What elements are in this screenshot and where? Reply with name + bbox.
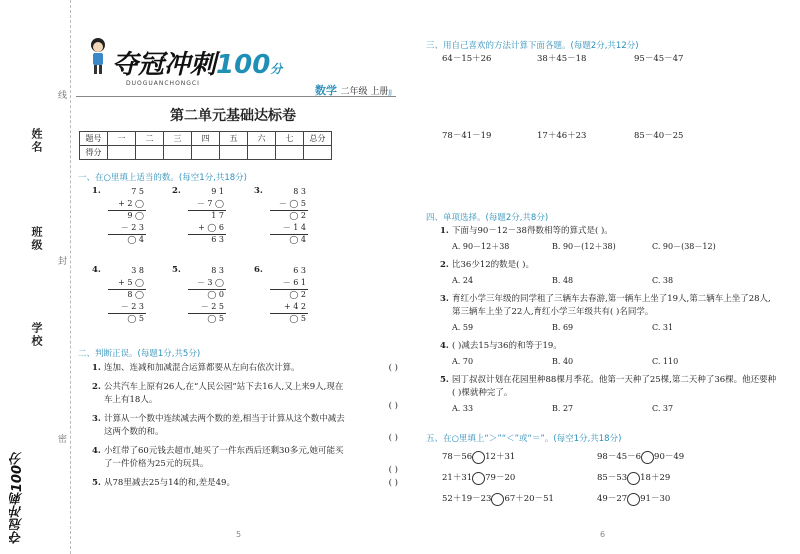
calc-line: － 3 ◯ [196,278,224,287]
score-input[interactable] [108,146,136,160]
calc-line: ◯ 5 [289,314,306,323]
vertical-calc [270,265,308,325]
name-label: 姓名 [30,128,43,154]
choice-question [440,374,778,400]
choice-option[interactable]: B. 40 [552,357,574,366]
choice-question [440,259,778,272]
answer-blank[interactable]: ( ) [388,433,398,443]
score-header-row [80,132,332,146]
score-cell: 得分 [80,146,108,160]
item-text: 小红带了60元钱去超市,她买了一件东西后还剩30多元,她可能买了一件价格为25元的玩具。 [104,446,344,469]
calc-line: + 4 2 [284,302,306,311]
calc-expr: 17＋46＋23 [537,131,587,141]
vertical-calc [188,186,226,246]
calc-line: － 2 3 [120,223,144,232]
item-number: 4. [440,341,449,351]
compare-pair [597,493,670,506]
brand-pinyin: DUOGUANCHONGCI [126,80,200,87]
item-text: 比36少12的数是( )。 [452,260,534,270]
score-input[interactable] [248,146,276,160]
class-label: 班级 [30,226,43,252]
compare-left: 21＋31 [442,473,473,483]
score-input[interactable] [164,146,192,160]
page-number-right: 6 [600,530,606,539]
score-table [79,131,332,160]
calc-number: 4. [92,265,101,275]
vertical-calc [108,186,146,246]
compare-row [442,468,782,489]
score-input[interactable] [304,146,332,160]
item-number: 4. [92,446,101,456]
judge-item [92,362,398,381]
judge-item [92,477,398,496]
calc-line: ◯ 2 [289,211,306,220]
choice-option[interactable]: C. 38 [652,276,674,285]
score-cell: 一 [108,132,136,146]
judge-list [92,362,398,496]
compare-right: 79－20 [485,473,516,483]
compare-circle-input[interactable] [491,493,504,506]
choice-option[interactable]: A. 59 [452,323,474,332]
choice-options [440,238,778,255]
section3-heading: 三、用自己喜欢的方法计算下面各题。(每题2分,共12分) [426,41,639,51]
page-title: 第二单元基础达标卷 [170,108,296,124]
vertical-calc [188,265,226,325]
choice-item [440,340,778,370]
calc-line: － 6 1 [282,278,306,287]
compare-grid [442,447,782,510]
calc-expr: 95－45－47 [634,54,684,64]
calc-line: 8 ◯ [127,290,144,299]
choice-options [440,319,778,336]
calc-line: 6 3 [293,266,306,275]
choice-options [440,353,778,370]
score-cell: 二 [136,132,164,146]
brand-main: 夺冠冲刺 [112,50,217,80]
choice-question [440,340,778,353]
calc-row-2 [442,130,782,143]
compare-right: 18＋29 [640,473,671,483]
choice-options [440,400,778,417]
calc-line: + 5 ◯ [118,278,144,287]
close-label: 密 [56,434,66,443]
choice-list [440,225,778,421]
cut-line-label: 线 [56,90,66,99]
calc-number: 1. [92,186,101,196]
brand-num: 100 [216,50,271,80]
compare-circle-input[interactable] [472,451,485,464]
compare-left: 78－56 [442,452,473,462]
calc-line: 6 3 [211,235,224,244]
choice-question [440,293,778,319]
calc-line: + ◯ 6 [198,223,224,232]
compare-right: 90－49 [654,452,685,462]
calc-line: ◯ 5 [127,314,144,323]
section4-heading: 四、单项选择。(每题2分,共8分) [426,213,549,223]
calc-line: － 7 ◯ [196,199,224,208]
choice-option[interactable]: C. 37 [652,404,674,413]
compare-right: 12＋31 [485,452,516,462]
calc-line: 7 5 [131,187,144,196]
item-text: 从78里减去25与14的和,差是49。 [104,478,235,488]
choice-option[interactable]: B. 69 [552,323,574,332]
answer-blank[interactable]: ( ) [388,401,398,411]
calc-line: － 1 4 [282,223,306,232]
compare-circle-input[interactable] [472,472,485,485]
score-cell: 总分 [304,132,332,146]
calc-line: ◯ 2 [289,290,306,299]
choice-item [440,374,778,417]
calc-line: － 2 5 [200,302,224,311]
edition: JJ [388,89,392,96]
brand-logo [112,44,282,81]
calc-line: ◯ 4 [289,235,306,244]
seal-label: 封 [56,256,66,265]
vertical-calc [270,186,308,246]
compare-right: 67＋20－51 [504,494,554,504]
score-cell: 三 [164,132,192,146]
subject: 数学 [315,84,337,97]
compare-circle-input[interactable] [627,472,640,485]
score-input[interactable] [192,146,220,160]
compare-right: 91－30 [640,494,671,504]
score-cell: 七 [276,132,304,146]
fold-line [70,0,71,554]
compare-pair [442,451,597,464]
choice-option[interactable]: B. 90－(12＋38) [552,242,616,251]
calc-line: 1 7 [211,211,224,220]
compare-circle-input[interactable] [641,451,654,464]
item-number: 3. [92,414,101,424]
item-text: 育红小学三年级的同学租了三辆车去春游,第一辆车上坐了19人,第二辆车上坐了28人,第三辆车上坐了22人,育红小学三年级共有( )名同学。 [452,294,771,317]
compare-pair [442,472,597,485]
answer-blank[interactable]: ( ) [388,363,398,373]
choice-option[interactable]: A. 33 [452,404,474,413]
calc-line: 8 3 [293,187,306,196]
answer-blank[interactable]: ( ) [388,478,398,488]
item-text: 园丁叔叔计划在花园里种88棵月季花。他第一天种了25棵,第二天种了36棵。他还要种( )棵就种完了。 [452,375,777,398]
score-cell: 六 [248,132,276,146]
judge-item [92,413,398,445]
score-input[interactable] [276,146,304,160]
compare-left: 52＋19－23 [442,494,492,504]
judge-item [92,381,398,413]
school-label: 学校 [30,322,43,348]
answer-blank[interactable]: ( ) [388,465,398,475]
section2-heading: 二、判断正误。(每题1分,共5分) [78,349,201,359]
compare-row [442,447,782,468]
score-cell: 题号 [80,132,108,146]
choice-option[interactable]: C. 31 [652,323,674,332]
item-number: 1. [440,226,449,236]
choice-option[interactable]: B. 48 [552,276,574,285]
calc-number: 5. [172,265,181,275]
compare-pair [597,451,684,464]
compare-circle-input[interactable] [627,493,640,506]
grade: 二年级 上册 [340,87,389,97]
score-input[interactable] [136,146,164,160]
item-text: 公共汽车上原有26人,在“人民公园”站下去16人,又上来9人,现在车上有18人。 [104,382,344,405]
choice-question [440,225,778,238]
score-cell: 四 [192,132,220,146]
item-number: 2. [92,382,101,392]
choice-item [440,259,778,289]
calc-line: + 2 ◯ [118,199,144,208]
compare-left: 98－45－6 [597,452,642,462]
choice-option[interactable]: C. 90－(38－12) [652,242,716,251]
mascot-icon [86,36,110,76]
choice-option[interactable]: B. 27 [552,404,574,413]
calc-line: 9 1 [211,187,224,196]
calc-expr: 78－41－19 [442,131,492,141]
score-input[interactable] [220,146,248,160]
brand-suffix: 分 [270,62,283,76]
compare-left: 49－27 [597,494,628,504]
item-number: 2. [440,260,449,270]
calc-line: ◯ 4 [127,235,144,244]
calc-line: 8 3 [211,266,224,275]
compare-row [442,489,782,510]
choice-option[interactable]: A. 70 [452,357,474,366]
item-text: 计算从一个数中连续减去两个数的差,相当于计算从这个数中减去这两个数的和。 [104,414,345,437]
item-number: 1. [92,363,101,373]
score-cell: 五 [220,132,248,146]
calc-row-1 [442,53,782,66]
side-brand-logo: 夺冠冲刺100分 [10,452,25,545]
calc-line: － 2 3 [120,302,144,311]
calc-number: 3. [254,186,263,196]
calc-line: ◯ 5 [207,314,224,323]
choice-item [440,225,778,255]
choice-option[interactable]: A. 90－12＋38 [452,242,510,251]
item-text: ( )减去15与36的和等于19。 [452,341,562,351]
calc-line: － ◯ 5 [278,199,306,208]
calc-line: ◯ 0 [207,290,224,299]
item-number: 5. [440,375,449,385]
judge-item [92,445,398,477]
item-text: 连加、连减和加减混合运算都要从左向右依次计算。 [104,363,300,373]
calc-line: 9 ◯ [127,211,144,220]
calc-line: 3 8 [131,266,144,275]
compare-pair [442,493,597,506]
item-number: 3. [440,294,449,304]
compare-left: 85－53 [597,473,628,483]
header-rule [76,96,396,97]
choice-option[interactable]: C. 110 [652,357,679,366]
choice-item [440,293,778,336]
compare-pair [597,472,670,485]
calc-expr: 85－40－25 [634,131,684,141]
calc-number: 2. [172,186,181,196]
item-text: 下面与90－12－38得数相等的算式是( )。 [452,226,613,236]
choice-option[interactable]: A. 24 [452,276,474,285]
section5-heading: 五、在○里填上“＞”“＜”或“＝”。(每空1分,共18分) [426,434,622,444]
section1-heading: 一、在○里填上适当的数。(每空1分,共18分) [78,173,247,183]
score-value-row [80,146,332,160]
vertical-calc [108,265,146,325]
calc-number: 6. [254,265,263,275]
page-number-left: 5 [236,530,242,539]
calc-expr: 38＋45－18 [537,54,587,64]
choice-options [440,272,778,289]
item-number: 5. [92,478,101,488]
calc-expr: 64－15＋26 [442,54,492,64]
